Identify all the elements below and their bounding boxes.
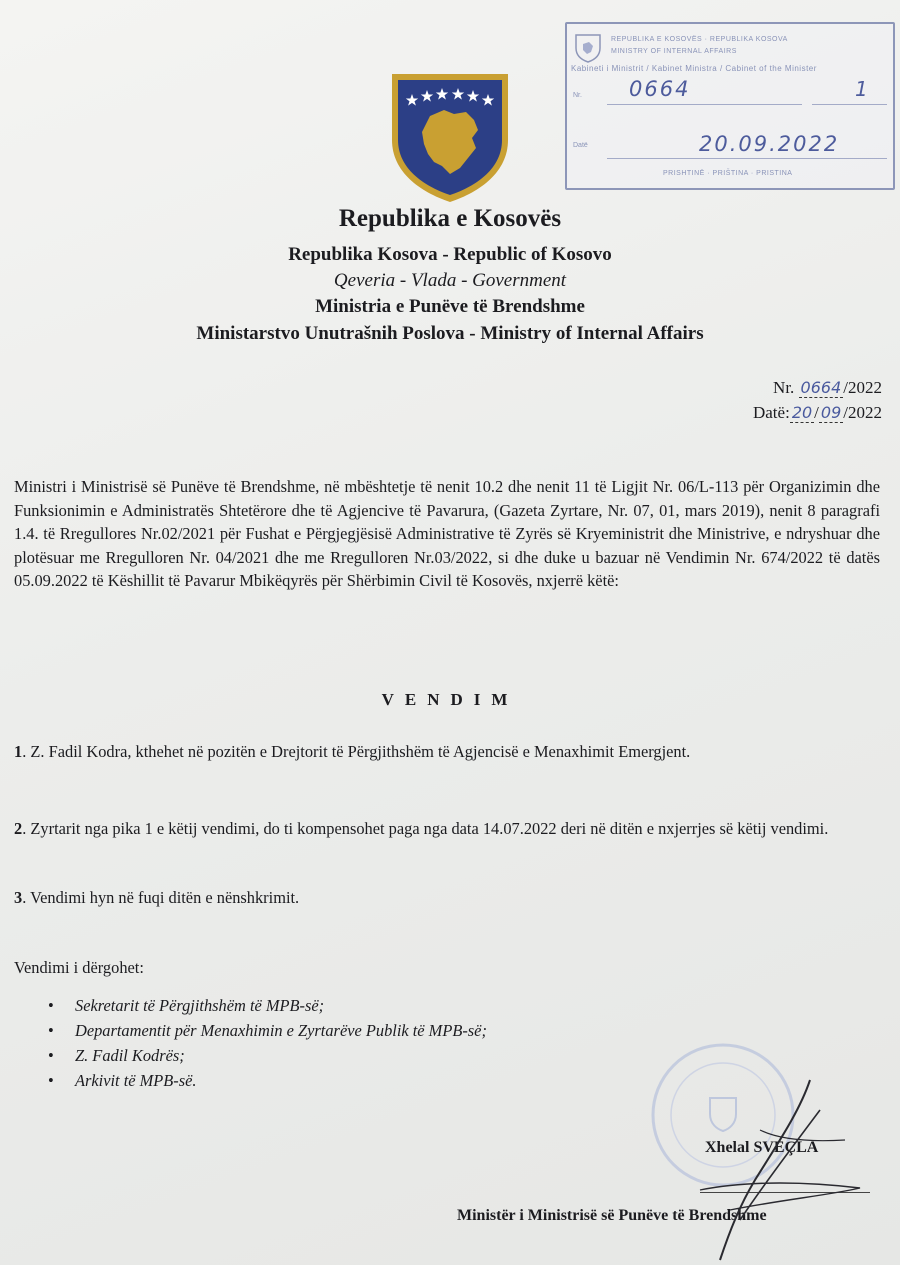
header-government: Qeveria - Vlada - Government [333,270,567,291]
reference-date-suffix: /2022 [843,403,882,422]
stamp-line-1: REPUBLIKA E KOSOVËS · REPUBLIKA KOSOVA [611,36,788,43]
stamp-date-label: Datë [573,142,588,149]
header-country-names: Republika Kosova - Republic of Kosovo [288,244,612,265]
signatory-name: Xhelal SVEÇLA [705,1139,819,1156]
reference-number [773,378,882,398]
signatory-title: Ministër i Ministrisë së Punëve të Brendshme [457,1207,767,1224]
decision-item-number: 2 [14,819,23,838]
reference-nr-suffix: /2022 [843,378,882,397]
bullet-icon: • [48,1021,54,1040]
reference-date-day: 20 [791,403,813,422]
header-ministry-albanian: Ministria e Punëve të Brendshme [315,296,585,317]
decision-item: 1. Z. Fadil Kodra, kthehet në pozitën e Drejtorit të Përgjithshëm të Agjencisë e Menaxhimit Emergjent. [14,742,691,761]
stamp-nr-line [607,104,802,105]
stamp-nr-label: Nr. [573,92,582,99]
decision-item: 3. Vendimi hyn në fuqi ditën e nënshkrimit. [14,888,300,907]
bullet-icon: • [48,1071,54,1090]
stamp-copy-value: 1 [855,77,870,101]
list-item [40,1018,487,1043]
stamp-nr-value: 0664 [629,77,691,101]
bullet-icon: • [48,1046,54,1065]
header-title: Republika e Kosovës [338,205,562,232]
registry-stamp [565,22,895,190]
recipient-text: Departamentit për Menaxhimin e Zyrtarëve Publik të MPB-së; [75,1021,487,1040]
stamp-line-2: MINISTRY OF INTERNAL AFFAIRS [611,48,737,55]
distribution-label: Vendimi i dërgohet: [14,958,144,977]
recipient-text: Z. Fadil Kodrës; [75,1046,185,1065]
intro-paragraph: Ministri i Ministrisë së Punëve të Brendshme, në mbështetje të nenit 10.2 dhe nenit 11 të Ligjit Nr. 06/L-113 për Organizimin dhe Funksionimin e Administratës Shtetërore dhe të Agjencive të Pavarura, (Gazeta Zyrtare, Nr. 07, 01, mars 2019), nenit 8 paragrafi 1.4. të Rregullores Nr.02/2021 për Fushat e Përgjegjësisë Administrative të Zyrës së Kryeministrit dhe Ministrive, e ndryshuar dhe plotësuar me Rregulloren Nr. 04/2021 dhe me Rregulloren Nr.03/2022, si dhe duke u bazuar në Vendimin Nr. 674/2022 të datës 05.09.2022 të Këshillit të Pavarur Mbikëqyrës për Shërbimin Civil të Kosovës, nxjerrë këtë: [14,477,880,591]
recipient-text: Arkivit të MPB-së. [75,1071,197,1090]
decision-item-text: Vendimi hyn në fuqi ditën e nënshkrimit. [30,888,300,907]
kosovo-coat-of-arms-icon [388,70,512,204]
reference-date: Datë: 20 / 09 /2022 [752,403,882,422]
stamp-date-value: 20.09.2022 [699,132,840,156]
decision-item: 2. Zyrtarit nga pika 1 e këtij vendimi, do ti kompensohet paga nga data 14.07.2022 deri në ditën e nxjerrjes së këtij vendimi. [14,819,829,838]
stamp-copy-line [812,104,887,105]
decision-title: VENDIM [381,690,519,709]
stamp-emblem-icon [573,32,603,64]
header-ministry-serbian-english: Ministarstvo Unutrašnih Poslova - Ministry of Internal Affairs [196,323,704,344]
stamp-date-line [607,158,887,159]
decision-item-number: 1 [14,742,23,761]
bullet-icon: • [48,996,54,1015]
list-item [40,1043,487,1068]
list-item [40,1068,487,1093]
stamp-line-3: Kabineti i Ministrit / Kabinet Ministra / Cabinet of the Minister [571,64,817,73]
stamp-footer: PRISHTINË · PRIŠTINA · PRISTINA [663,170,793,177]
list-item [40,993,487,1018]
reference-date-month: 09 [820,403,842,422]
decision-item-text: Z. Fadil Kodra, kthehet në pozitën e Drejtorit të Përgjithshëm të Agjencisë e Menaxhimit Emergjent. [30,742,691,761]
distribution-list [40,993,487,1093]
handwritten-signature-icon [660,1070,900,1265]
decision-item-number: 3 [14,888,23,907]
decision-item-text: Zyrtarit nga pika 1 e këtij vendimi, do ti kompensohet paga nga data 14.07.2022 deri në ditën e nxjerrjes së këtij vendimi. [30,819,829,838]
recipient-text: Sekretarit të Përgjithshëm të MPB-së; [75,996,325,1015]
reference-date-label: Datë: [752,403,790,422]
reference-nr-value: 0664 [800,378,842,397]
reference-nr-label: Nr. [773,378,795,397]
